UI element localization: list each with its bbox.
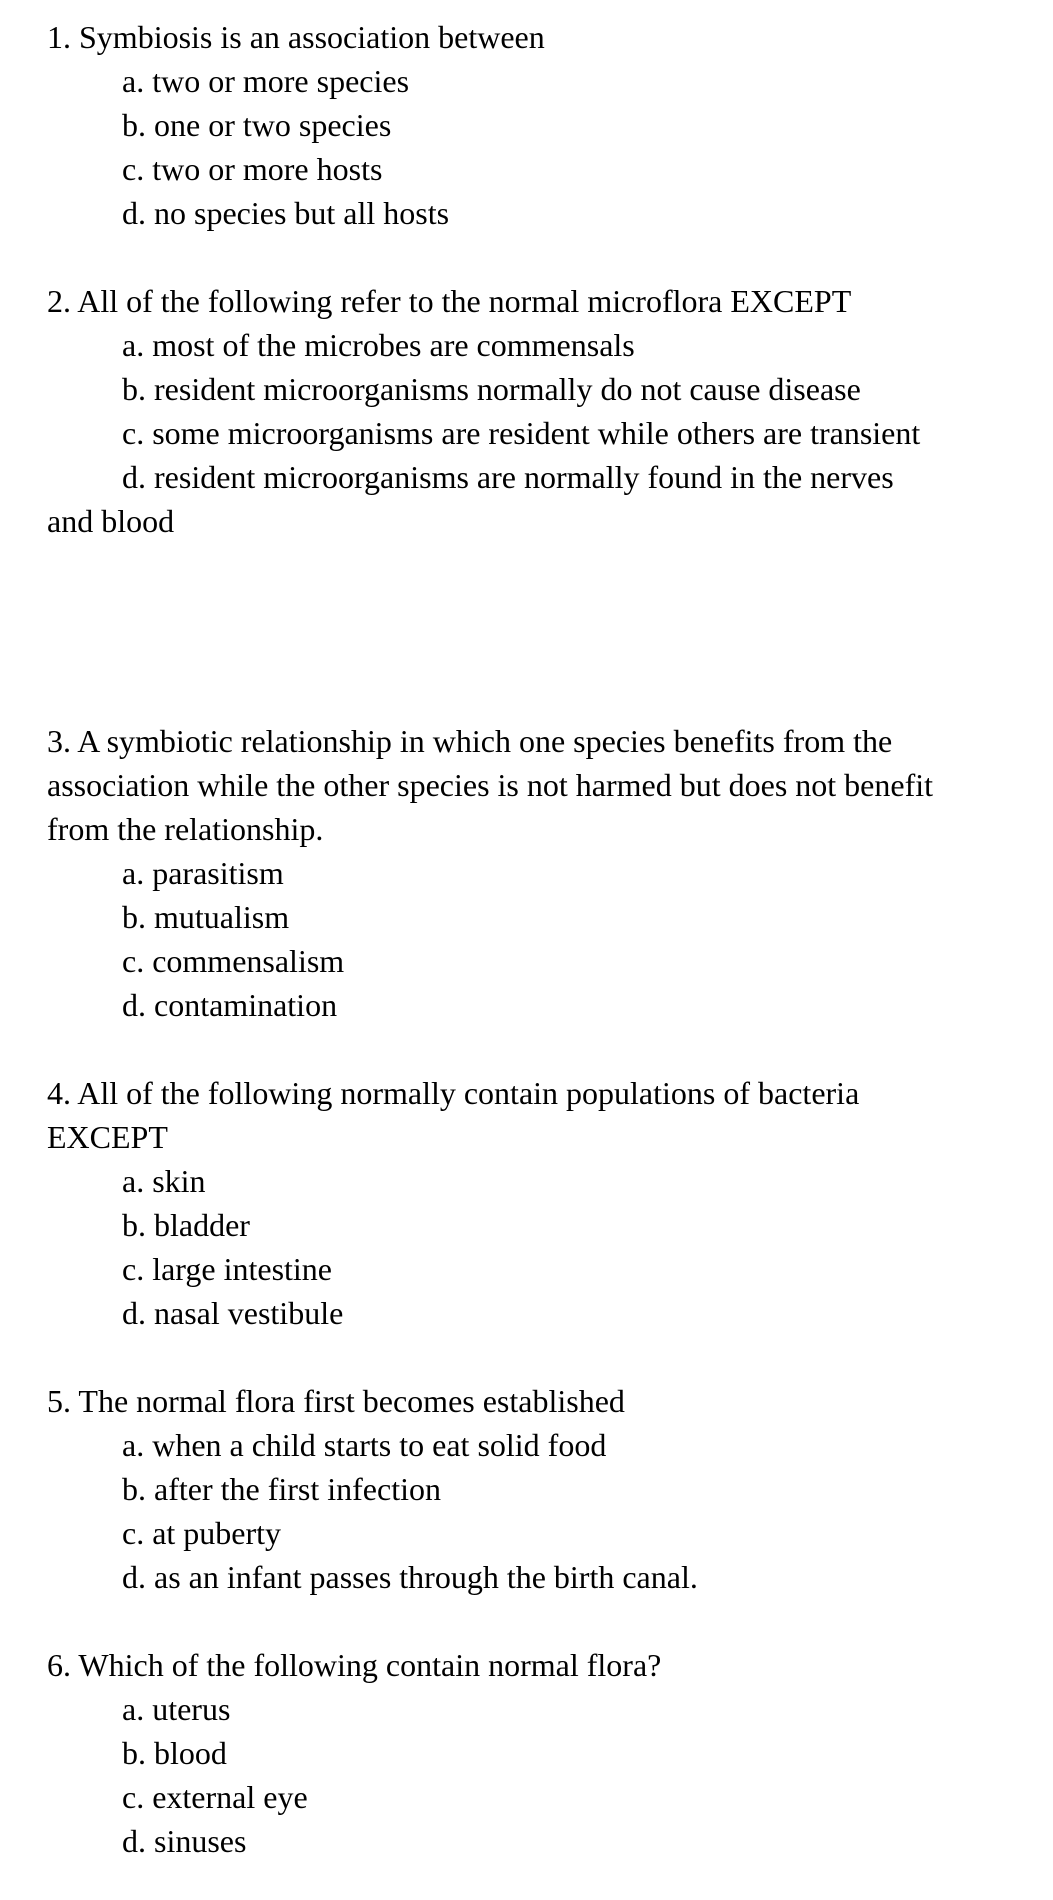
answer-option-c: c. some microorganisms are resident while others are transient [122, 415, 921, 451]
answer-option-b: b. after the first infection [122, 1471, 441, 1507]
answer-option-d: d. no species but all hosts [122, 195, 450, 231]
question-4 [47, 1071, 947, 1335]
question-2 [47, 279, 947, 543]
answer-option-c: c. external eye [122, 1779, 308, 1815]
question-stem: 5. The normal flora first becomes established [47, 1383, 625, 1419]
answer-option-d: d. resident microorganisms are normally found in the nerves and blood [47, 459, 894, 539]
answer-option-a: a. skin [122, 1163, 206, 1199]
answer-option-a: a. when a child starts to eat solid food [122, 1427, 607, 1463]
question-1 [47, 15, 947, 235]
question-6 [47, 1643, 947, 1863]
question-stem: 1. Symbiosis is an association between [47, 19, 545, 55]
answer-option-b: b. mutualism [122, 899, 290, 935]
answer-option-c: c. commensalism [122, 943, 345, 979]
answer-option-a: a. parasitism [122, 855, 284, 891]
answer-option-b: b. blood [122, 1735, 227, 1771]
question-stem: 3. A symbiotic relationship in which one species benefits from the association while the other species is not harmed but does not benefit from the relationship. [47, 723, 933, 847]
question-stem: 2. All of the following refer to the normal microflora EXCEPT [47, 283, 852, 319]
answer-option-c: c. two or more hosts [122, 151, 383, 187]
answer-option-c: c. at puberty [122, 1515, 282, 1551]
answer-option-a: a. uterus [122, 1691, 231, 1727]
answer-option-a: a. two or more species [122, 63, 410, 99]
answer-option-b: b. resident microorganisms normally do not cause disease [122, 371, 861, 407]
question-3 [47, 719, 947, 1027]
answer-option-b: b. bladder [122, 1207, 250, 1243]
answer-option-d: d. contamination [122, 987, 338, 1023]
question-stem: 4. All of the following normally contain populations of bacteria EXCEPT [47, 1075, 860, 1155]
answer-option-a: a. most of the microbes are commensals [122, 327, 635, 363]
answer-option-d: d. as an infant passes through the birth canal. [122, 1559, 698, 1595]
answer-option-c: c. large intestine [122, 1251, 332, 1287]
answer-option-d: d. nasal vestibule [122, 1295, 344, 1331]
answer-option-d: d. sinuses [122, 1823, 247, 1859]
question-stem: 6. Which of the following contain normal flora? [47, 1647, 662, 1683]
answer-option-b: b. one or two species [122, 107, 392, 143]
question-5 [47, 1379, 947, 1599]
